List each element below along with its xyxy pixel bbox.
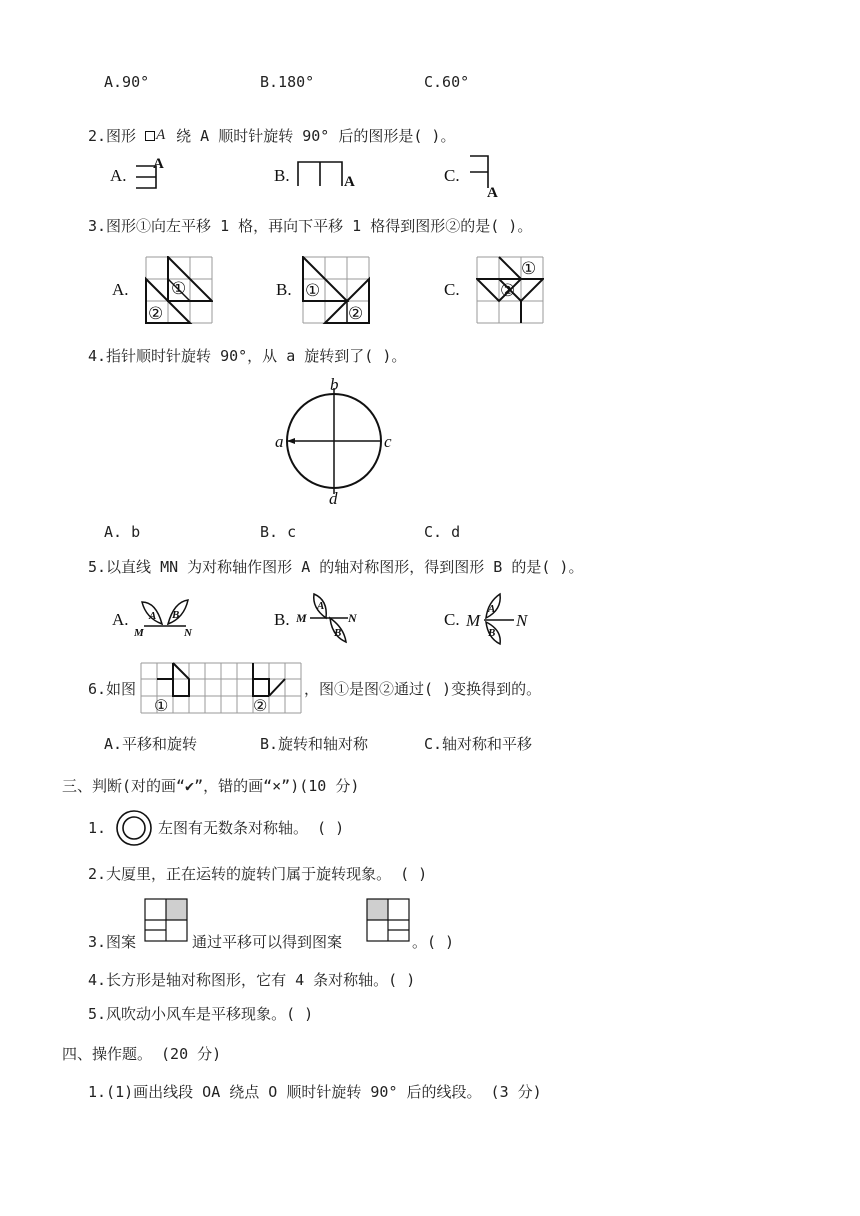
- s3-item1-text: 左图有无数条对称轴。 ( ): [158, 819, 345, 837]
- q2-figure-a: [134, 152, 170, 198]
- q3-grid-b: [302, 256, 370, 324]
- q5-a-A: A: [149, 610, 157, 622]
- q5-b-M: M: [296, 611, 307, 625]
- s3-item4: 4.长方形是轴对称图形，它有 4 条对称轴。( ): [88, 971, 416, 989]
- q1-option-a: A.90°: [104, 73, 150, 91]
- s3-item3-pattern-b: [366, 898, 412, 944]
- q3-label-b: B.: [276, 280, 292, 299]
- q2-figure-b-point: A: [344, 174, 355, 190]
- s3-item2: 2.大厦里，正在运转的旋转门属于旋转现象。 ( ): [88, 865, 428, 883]
- s3-item1-rings-icon: [114, 808, 154, 848]
- q3-label-a: A.: [112, 280, 129, 299]
- q2-stem-glyph: A: [156, 127, 166, 143]
- q6-mark-1: ①: [154, 698, 169, 714]
- q1-option-b: B.180°: [260, 73, 315, 91]
- q2-stem: [88, 126, 455, 146]
- q3-stem: 3.图形①向左平移 1 格，再向下平移 1 格得到图形②的是( )。: [88, 217, 533, 235]
- q5-b-A: A: [317, 600, 325, 612]
- q6-option-b: B.旋转和轴对称: [260, 735, 369, 753]
- q4-dial-top: b: [330, 378, 339, 394]
- section4-title: 四、操作题。 (20 分): [62, 1045, 222, 1063]
- q2-figure-c: [466, 152, 506, 198]
- q2-label-c: C.: [444, 166, 460, 185]
- q4-pointer-arrow-icon: [287, 438, 295, 444]
- q2-label-a: A.: [110, 166, 127, 185]
- q2-stem-suffix: 绕 A 顺时针旋转 90° 后的图形是( )。: [176, 127, 456, 145]
- q5-b-N: N: [348, 611, 357, 625]
- q4-dial-bottom: d: [329, 489, 338, 508]
- q3-a-mark-1: ①: [171, 279, 187, 298]
- q4-dial: [270, 378, 400, 508]
- section3-title: 三、判断(对的画“✔”，错的画“×”)(10 分): [62, 777, 360, 795]
- q3-c-mark-1: ①: [521, 259, 537, 278]
- q6-option-a: A.平移和旋转: [104, 735, 198, 753]
- q6-mark-2: ②: [253, 698, 268, 714]
- s4-item1: 1.(1)画出线段 OA 绕点 O 顺时针旋转 90° 后的线段。 (3 分): [88, 1083, 542, 1101]
- q2-figure-a-point: A: [153, 156, 164, 172]
- q4-dial-right: c: [384, 432, 392, 451]
- q5-figure-b: [296, 592, 362, 646]
- q4-option-c: C. d: [424, 523, 461, 541]
- s3-item1-prefix: 1.: [88, 819, 107, 837]
- q5-figure-a: [134, 596, 198, 642]
- q5-c-N: N: [516, 611, 528, 630]
- q3-a-mark-2: ②: [148, 304, 164, 323]
- q3-b-mark-2: ②: [348, 304, 364, 323]
- q2-figure-b: [296, 158, 362, 192]
- q5-stem: 5.以直线 MN 为对称轴作图形 A 的轴对称图形，得到图形 B 的是( )。: [88, 558, 584, 576]
- q2-stem-prefix: 2.图形: [88, 127, 137, 145]
- s3-item3-pattern-a: [144, 898, 190, 944]
- q3-grid-a: [145, 256, 213, 324]
- q6-stem-suffix: ，图①是图②通过( )变换得到的。: [304, 680, 542, 698]
- q6-grid-figure: [140, 662, 302, 714]
- q4-option-a: A. b: [104, 523, 141, 541]
- q2-figure-c-point: A: [487, 185, 498, 198]
- q5-b-B: B: [334, 627, 342, 639]
- q5-label-a: A.: [112, 610, 129, 629]
- q1-option-c: C.60°: [424, 73, 470, 91]
- q5-c-M: M: [466, 611, 481, 630]
- q5-label-b: B.: [274, 610, 290, 629]
- q4-dial-left: a: [275, 432, 284, 451]
- q4-stem: 4.指针顺时针旋转 90°，从 a 旋转到了( )。: [88, 347, 407, 365]
- q6-option-c: C.轴对称和平移: [424, 735, 533, 753]
- q3-label-c: C.: [444, 280, 460, 299]
- s3-item3-prefix: 3.图案: [88, 933, 137, 951]
- s3-item5: 5.风吹动小风车是平移现象。( ): [88, 1005, 314, 1023]
- q3-b-mark-1: ①: [305, 281, 321, 300]
- q3-c-mark-2: ②: [500, 281, 516, 300]
- q3-grid-c: [476, 256, 544, 324]
- s3-item3-suffix: 。( ): [412, 933, 455, 951]
- q2-label-b: B.: [274, 166, 290, 185]
- q5-a-B: B: [172, 609, 180, 621]
- q5-c-A: A: [488, 603, 496, 615]
- s3-item3-mid: 通过平移可以得到图案: [192, 933, 343, 951]
- q4-option-b: B. c: [260, 523, 297, 541]
- q5-label-c: C.: [444, 610, 460, 629]
- q5-a-N: N: [184, 627, 192, 639]
- q6-stem-prefix: 6.如图: [88, 680, 137, 698]
- q5-c-B: B: [488, 627, 496, 639]
- q5-a-M: M: [134, 627, 144, 639]
- q5-figure-c: [464, 592, 534, 646]
- q2-stem-figure-icon: [145, 129, 167, 143]
